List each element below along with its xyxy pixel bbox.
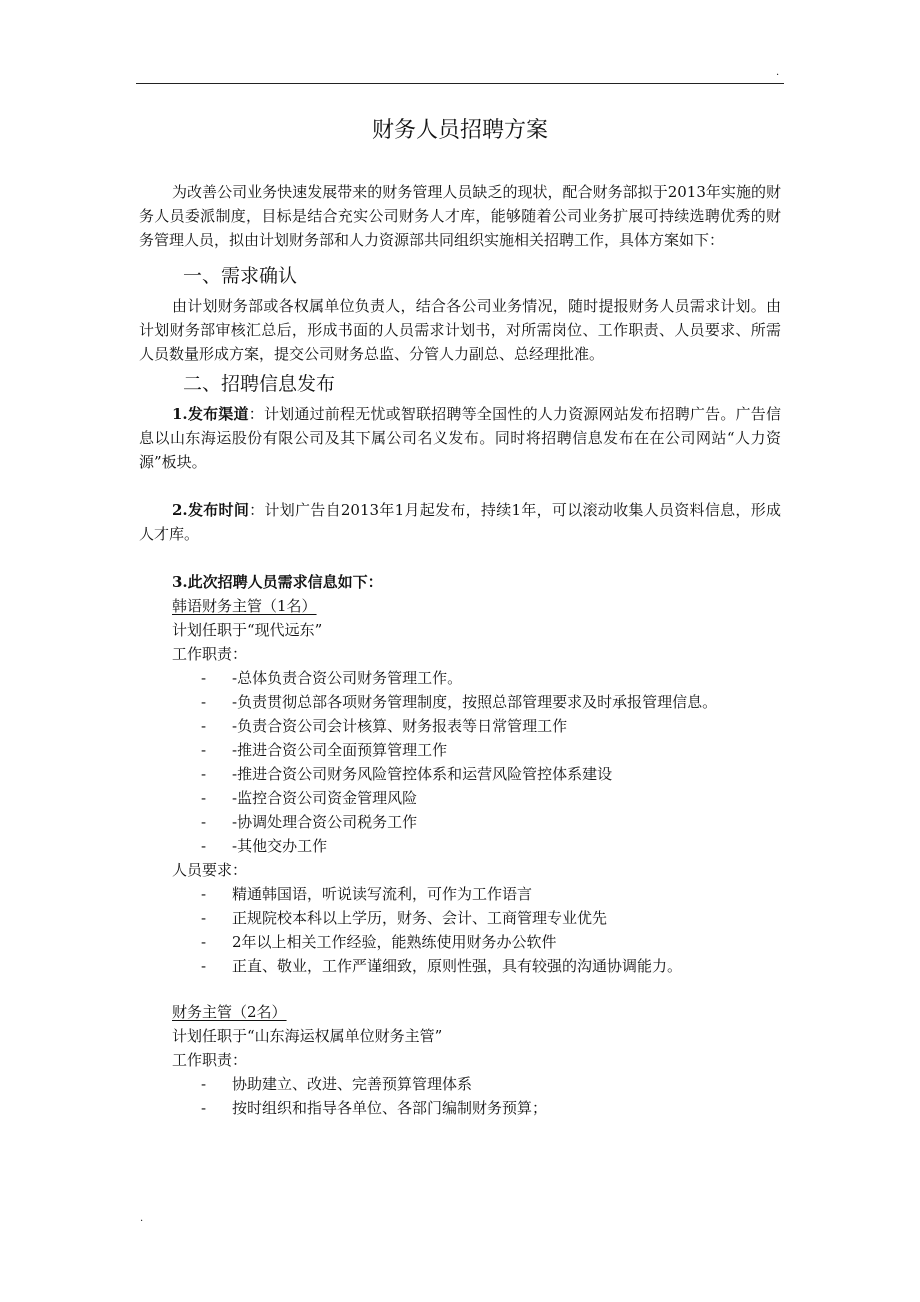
list-item: - 正直、敬业，工作严谨细致，原则性强，具有较强的沟通协调能力。 bbox=[139, 954, 781, 978]
section-2-heading: 二、招聘信息发布 bbox=[183, 373, 336, 395]
list-item: - -负责贯彻总部各项财务管理制度，按照总部管理要求及时承报管理信息。 bbox=[139, 690, 781, 714]
list-item: - 2年以上相关工作经验，能熟练使用财务办公软件 bbox=[139, 930, 781, 954]
bullet-mark: - bbox=[201, 789, 207, 807]
job-1-duties-list bbox=[139, 666, 781, 858]
header-mark: . bbox=[776, 67, 780, 78]
bullet-mark: - bbox=[201, 741, 207, 759]
list-item: - 正规院校本科以上学历，财务、会计、工商管理专业优先 bbox=[139, 906, 781, 930]
bullet-mark: - bbox=[201, 717, 207, 735]
job-1-duties-label: 工作职责： bbox=[172, 645, 248, 663]
bullet-mark: - bbox=[201, 1075, 207, 1093]
job-1-location: 计划任职于“现代远东” bbox=[172, 621, 323, 639]
list-item: - 按时组织和指导各单位、各部门编制财务预算； bbox=[139, 1096, 781, 1120]
list-item: - -负责合资公司会计核算、财务报表等日常管理工作 bbox=[139, 714, 781, 738]
job-2-title: 财务主管（2名） bbox=[172, 1003, 287, 1021]
bullet-mark: - bbox=[201, 885, 207, 903]
list-item: - -协调处理合资公司税务工作 bbox=[139, 810, 781, 834]
bullet-mark: - bbox=[201, 1099, 207, 1117]
bullet-mark: - bbox=[201, 957, 207, 975]
publish-time-text: ：计划广告自2013年1月起发布，持续1年，可以滚动收集人员资料信息，形成人才库。 bbox=[139, 501, 781, 543]
section-1-heading: 一、需求确认 bbox=[183, 265, 298, 287]
list-item: - -监控合资公司资金管理风险 bbox=[139, 786, 781, 810]
list-item: - -推进合资公司全面预算管理工作 bbox=[139, 738, 781, 762]
list-item: - 精通韩国语，听说读写流利，可作为工作语言 bbox=[139, 882, 781, 906]
list-item: - 协助建立、改进、完善预算管理体系 bbox=[139, 1072, 781, 1096]
bullet-mark: - bbox=[201, 765, 207, 783]
spacer bbox=[139, 546, 781, 570]
bullet-mark: - bbox=[201, 813, 207, 831]
document-title: 财务人员招聘方案 bbox=[371, 118, 548, 143]
job-2-location: 计划任职于“山东海运权属单位财务主管” bbox=[172, 1027, 443, 1045]
list-item: - -其他交办工作 bbox=[139, 834, 781, 858]
bullet-mark: - bbox=[201, 837, 207, 855]
bullet-mark: - bbox=[201, 933, 207, 951]
job-1-title: 韩语财务主管（1名） bbox=[172, 597, 317, 615]
job-2-duties-list bbox=[139, 1072, 781, 1120]
spacer bbox=[139, 978, 781, 1000]
recruit-info-heading: 3.此次招聘人员需求信息如下： bbox=[172, 573, 383, 591]
list-item: - -推进合资公司财务风险管控体系和运营风险管控体系建设 bbox=[139, 762, 781, 786]
section-1-body: 由计划财务部或各权属单位负责人，结合各公司业务情况，随时提报财务人员需求计划。由计划财务部审核汇总后，形成书面的人员需求计划书，对所需岗位、工作职责、人员要求、所需人员数量形成方案，提交公司财务总监、分管人力副总、总经理批准。 bbox=[139, 297, 781, 363]
publish-channel-paragraph bbox=[139, 402, 781, 474]
publish-channel-text: ：计划通过前程无忧或智联招聘等全国性的人力资源网站发布招聘广告。广告信息以山东海运股份有限公司及其下属公司名义发布。同时将招聘信息发布在在公司网站“人力资源”板块。 bbox=[139, 405, 781, 471]
footer-mark: . bbox=[140, 1213, 144, 1224]
list-item: - -总体负责合资公司财务管理工作。 bbox=[139, 666, 781, 690]
bullet-mark: - bbox=[201, 669, 207, 687]
bullet-mark: - bbox=[201, 693, 207, 711]
publish-time-paragraph bbox=[139, 498, 781, 546]
job-2-duties-label: 工作职责： bbox=[172, 1051, 248, 1069]
job-1-requirements-list bbox=[139, 882, 781, 978]
publish-channel-label: 1.发布渠道 bbox=[172, 405, 249, 423]
spacer bbox=[139, 474, 781, 498]
header-rule bbox=[136, 83, 784, 84]
job-1-requirements-label: 人员要求： bbox=[172, 861, 248, 879]
document-body bbox=[139, 116, 781, 1120]
publish-time-label: 2.发布时间 bbox=[172, 501, 250, 519]
intro-paragraph: 为改善公司业务快速发展带来的财务管理人员缺乏的现状，配合财务部拟于2013年实施的财务人员委派制度，目标是结合充实公司财务人才库，能够随着公司业务扩展可持续选聘优秀的财务管理人员，拟由计划财务部和人力资源部共同组织实施相关招聘工作，具体方案如下： bbox=[139, 183, 781, 249]
bullet-mark: - bbox=[201, 909, 207, 927]
